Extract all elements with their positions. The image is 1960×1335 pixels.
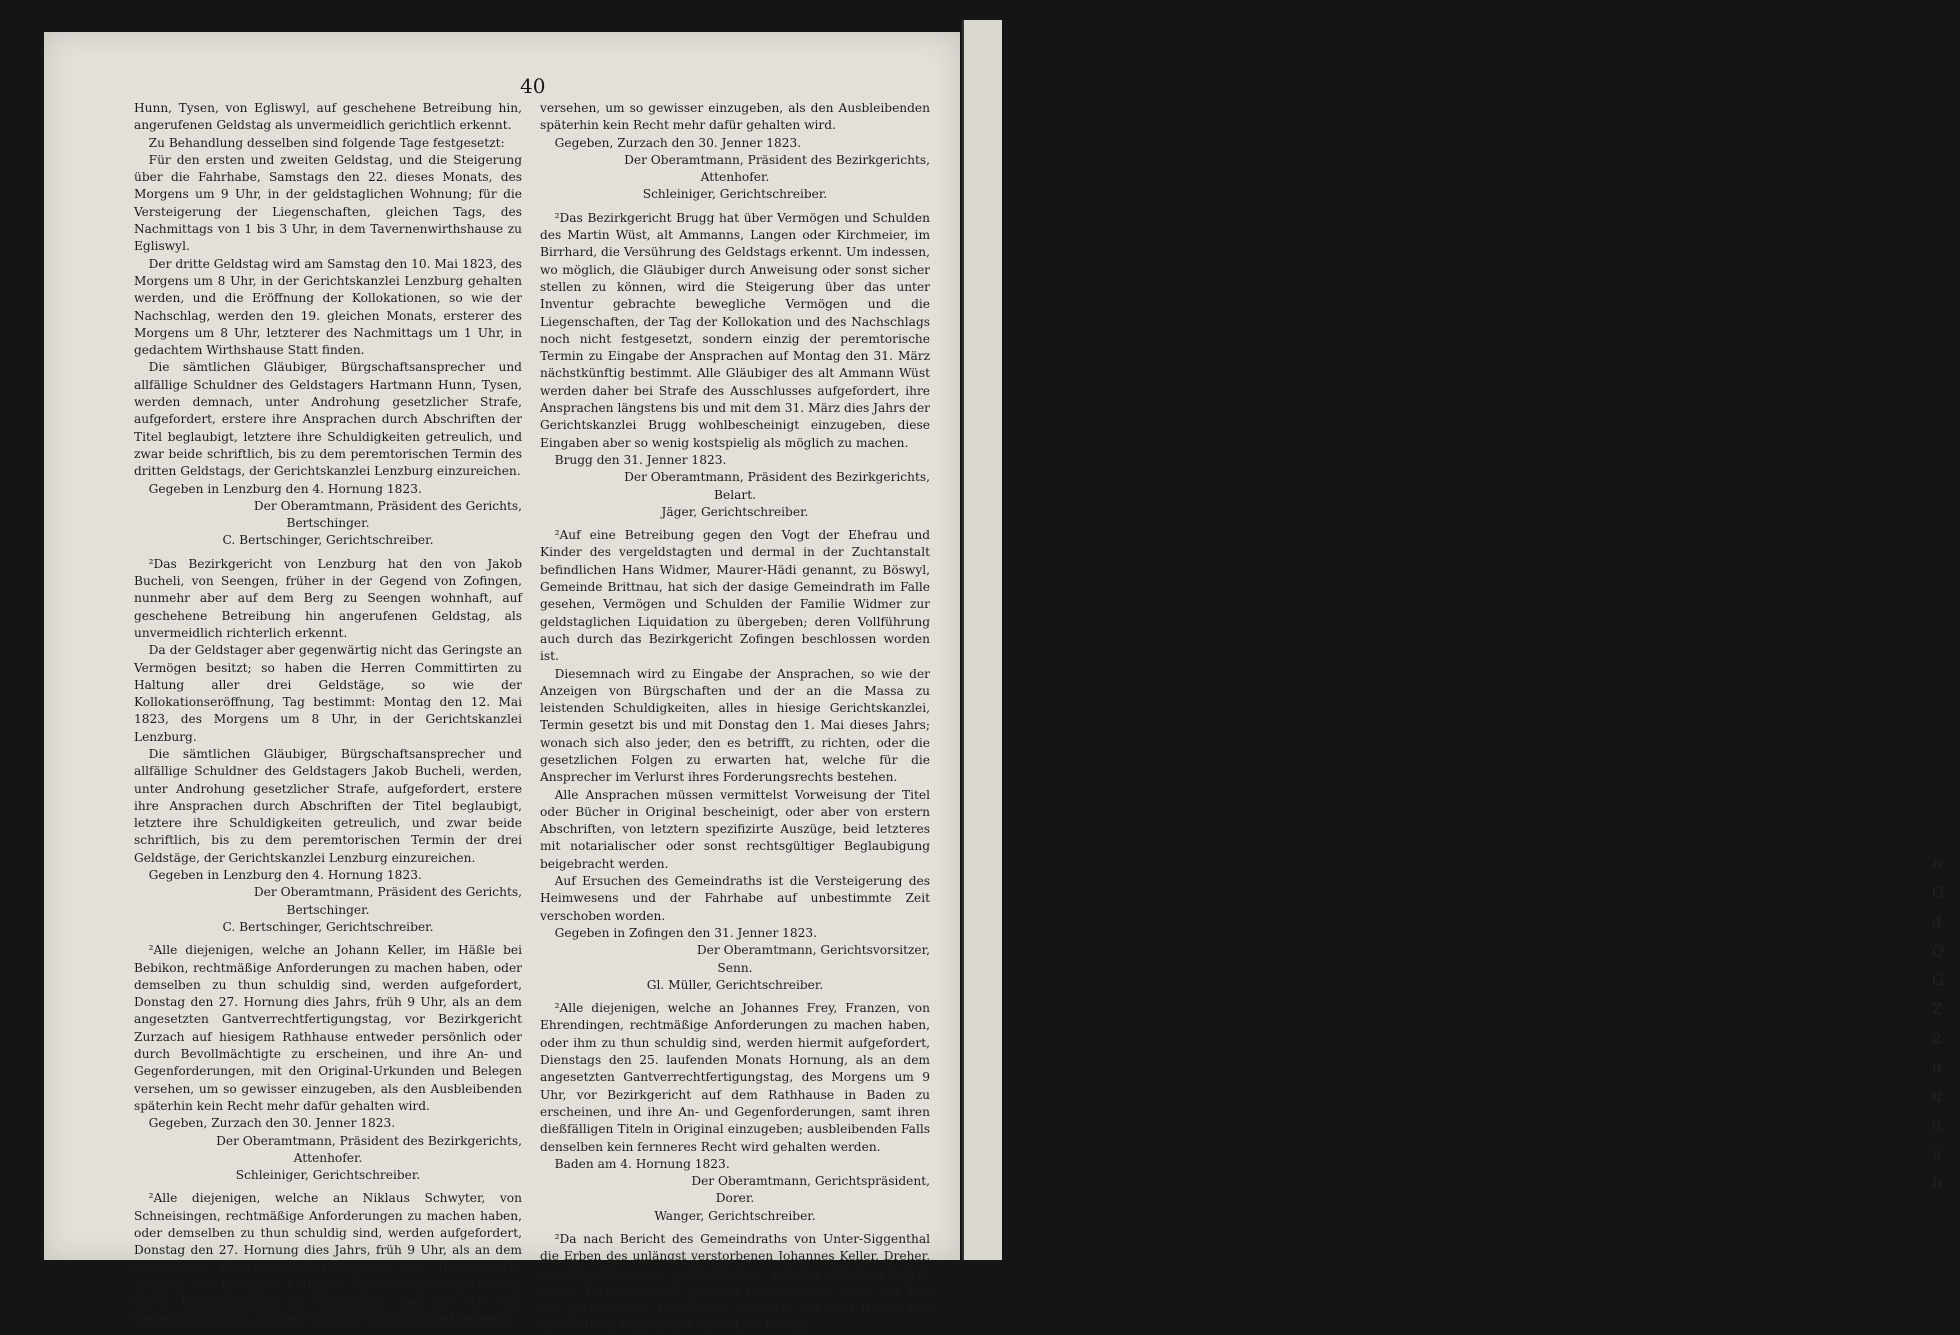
right-column-paragraph: Gegeben, Zurzach den 30. Jenner 1823. xyxy=(554,135,802,150)
left-column-paragraph: Gegeben in Lenzburg den 4. Hornung 1823. xyxy=(148,868,422,883)
right-column-paragraph: Der Oberamtmann, Gerichtspräsident, xyxy=(691,1174,930,1189)
right-column-paragraph: Attenhofer. xyxy=(700,170,770,185)
left-column-paragraph: Gegeben, Zurzach den 30. Jenner 1823. xyxy=(148,1116,396,1131)
left-column-paragraph: Bertschinger. xyxy=(286,902,370,917)
page-number: 40 xyxy=(520,74,546,98)
edge-letter: Q xyxy=(1932,942,1945,960)
right-column-paragraph: Brugg den 31. Jenner 1823. xyxy=(554,452,727,467)
adjacent-page-edge xyxy=(962,20,1945,1260)
left-column-paragraph: ²Alle diejenigen, welche an Johann Keller, im Häßle bei Bebikon, rechtmäßige Anforderungen zu machen haben, oder demselben zu thun schuldig sind, werden aufgefordert, Donstag den 27. Hornung dies Jahrs, früh 9 Uhr, als an dem angesetzten Gantverrechtfertigungstag, vor Bezirkgericht Zurzach auf hiesigem Rathhause entweder persönlich oder durch Bevollmächtigte zu erscheinen, und ihre An- und Gegenforderungen, mit den Original-Urkunden und Belegen versehen, um so gewisser einzugeben, als den Ausbleibenden späterhin kein Recht mehr dafür gehalten wird. xyxy=(134,943,522,1113)
left-column-paragraph: Hunn, Tysen, von Egliswyl, auf geschehene Betreibung hin, angerufenen Geldstag als unvermeidlich gerichtlich erkennt. xyxy=(134,101,522,133)
right-column-paragraph: ²Da nach Bericht des Gemeindraths von Unter-Siggenthal die Erben des unlängst verstorbenen Johannes Keller, Dreher, von Ober-Siggingen, erklärt haben, auf den erblichen Antritt seiner Verlassenschaft gänzlich zu verzichten, somit der Fall der gerichtlichen Liquidation über das Soll und Haben des gedachten Johann Keller eintritt; so hat das xyxy=(540,1232,930,1333)
right-column-paragraph: Senn. xyxy=(717,960,753,975)
right-column-paragraph: Wanger, Gerichtschreiber. xyxy=(654,1208,816,1223)
right-column-paragraph: versehen, um so gewisser einzugeben, als den Ausbleibenden späterhin kein Recht mehr dafür gehalten wird. xyxy=(540,101,930,133)
left-column-paragraph: Gegeben in Lenzburg den 4. Hornung 1823. xyxy=(148,481,422,496)
left-column-paragraph: Die sämtlichen Gläubiger, Bürgschaftsansprecher und allfällige Schuldner des Geldstagers Hartmann Hunn, Tysen, werden demnach, unter Androhung gesetzlicher Strafe, aufgefordert, erstere ihre Ansprachen durch Abschriften der Titel beglaubigt, letztere ihre Schuldigkeiten getreulich, und zwar beide schriftlich, bis zu dem peremtorischen Termin des dritten Geldstags, der Gerichtskanzlei Lenzburg einzureichen. xyxy=(134,360,522,479)
left-column-paragraph: C. Bertschinger, Gerichtschreiber. xyxy=(222,533,434,548)
left-column-paragraph: Da der Geldstager aber gegenwärtig nicht das Geringste an Vermögen besitzt; so haben die Herren Committirten zu Haltung aller drei Geldstäge, so wie der Kollokationseröffnung, Tag bestimmt: Montag den 12. Mai 1823, des Morgens um 8 Uhr, in der Gerichtskanzlei Lenzburg. xyxy=(134,643,522,744)
right-column-paragraph: Diesemnach wird zu Eingabe der Ansprachen, so wie der Anzeigen von Bürgschaften und der an die Massa zu leistenden Schuldigkeiten, alles in hiesige Gerichtskanzlei, Termin gesetzt bis und mit Donstag den 1. Mai dieses Jahrs; wonach sich also jeder, den es betrifft, zu richten, oder die gesetzlichen Folgen zu erwarten hat, welche für die Ansprecher im Verlurst ihres Forderungsrechts bestehen. xyxy=(540,666,930,785)
right-column-paragraph: ²Alle diejenigen, welche an Johannes Frey, Franzen, von Ehrendingen, rechtmäßige Anforderungen zu machen haben, oder ihm zu thun schuldig sind, werden hiermit aufgefordert, Dienstags den 25. laufenden Monats Hornung, als an dem angesetzten Gantverrechtfertigungstag, des Morgens um 9 Uhr, vor Bezirkgericht auf dem Rathhause in Baden zu erscheinen, und ihre An- und Gegenforderungen, samt ihren dießfälligen Titeln in Original einzugeben; ausbleibenden Falls denselben kein fernneres Recht wird gehalten werden. xyxy=(540,1001,930,1154)
right-column-paragraph: Gl. Müller, Gerichtschreiber. xyxy=(646,977,824,992)
right-column-paragraph: Gegeben in Zofingen den 31. Jenner 1823. xyxy=(554,925,818,940)
right-column-paragraph: Dorer. xyxy=(715,1191,755,1206)
left-column-paragraph: Der Oberamtmann, Präsident des Bezirkgerichts, xyxy=(216,1133,522,1148)
edge-letter: b xyxy=(1932,855,1942,873)
edge-letter: 2 xyxy=(1932,1029,1942,1047)
edge-letter: u xyxy=(1932,1145,1942,1163)
edge-letter: G xyxy=(1932,884,1944,902)
left-column-paragraph: Für den ersten und zweiten Geldstag, und die Steigerung über die Fahrhabe, Samstags den 22. dieses Monats, des Morgens um 9 Uhr, in der geldstaglichen Wohnung; für die Versteigerung der Liegenschaften, gleichen Tags, des Nachmittags von 1 bis 3 Uhr, in dem Tavernenwirthshause zu Egliswyl. xyxy=(134,152,522,254)
right-column-paragraph: Der Oberamtmann, Präsident des Bezirkgerichts, xyxy=(624,470,930,485)
left-column-paragraph: ²Alle diejenigen, welche an Niklaus Schwyter, von Schneisingen, rechtmäßige Anforderungen zu machen haben, oder demselben zu thun schuldig sind, werden aufgefordert, Donstag den 27. Hornung dies Jahrs, früh 9 Uhr, als an dem angesetzten Gantverrechtfertigungstag, vor Bezirkgericht Zurzach auf hiesigem Rathhaus entweder persönlich oder durch Bevollmächtigte zu erscheinen, und ihre An- und Gegenforderungen, mit den Original-Urkunden und Belegen xyxy=(134,1191,522,1327)
edge-letter: G xyxy=(1932,971,1944,989)
right-column-paragraph: Schleiniger, Gerichtschreiber. xyxy=(642,187,828,202)
right-column-paragraph: Auf Ersuchen des Gemeindraths ist die Versteigerung des Heimwesens und der Fahrhabe auf unbestimmte Zeit verschoben worden. xyxy=(540,874,930,923)
right-column-paragraph: Belart. xyxy=(714,487,756,502)
right-column-paragraph: Der Oberamtmann, Präsident des Bezirkgerichts, xyxy=(624,152,930,167)
left-column-paragraph: Zu Behandlung desselben sind folgende Tage festgesetzt: xyxy=(148,135,505,150)
left-column-paragraph: C. Bertschinger, Gerichtschreiber. xyxy=(222,919,434,934)
right-column-paragraph: Der Oberamtmann, Gerichtsvorsitzer, xyxy=(696,943,930,958)
left-column-paragraph: Attenhofer. xyxy=(293,1150,363,1165)
right-column-paragraph: ²Das Bezirkgericht Brugg hat über Vermögen und Schulden des Martin Wüst, alt Ammanns, Langen oder Kirchmeier, im Birrhard, die Versührung des Geldstags erkennt. Um indessen, wo möglich, die Gläubiger durch Anweisung oder sonst sicher stellen zu können, wird die Steigerung über das unter Inventur gebrachte bewegliche Vermögen und die Liegenschaften, der Tag der Kollokation und des Nachschlags noch nicht festgesetzt, sondern einzig der peremtorische Termin zu Eingabe der Ansprachen auf Montag den 31. März nächstkünftig bestimmt. Alle Gläubiger des alt Ammann Wüst werden daher bei Strafe des Ausschlusses aufgefordert, ihre Ansprachen längstens bis und mit dem 31. März dies Jahrs der Gerichtskanzlei Brugg wohlbescheinigt einzugeben, diese Eingaben aber so wenig kostspielig als möglich zu machen. xyxy=(540,210,930,450)
edge-letter: d xyxy=(1932,913,1942,931)
left-column xyxy=(134,100,522,1329)
edge-letter: b xyxy=(1932,1174,1942,1192)
left-column-paragraph: Der Oberamtmann, Präsident des Gerichts, xyxy=(253,885,522,900)
edge-letter: Z xyxy=(1932,1000,1943,1018)
right-column-paragraph: Jäger, Gerichtschreiber. xyxy=(661,504,809,519)
left-column-paragraph: Die sämtlichen Gläubiger, Bürgschaftsansprecher und allfällige Schuldner des Geldstagers Jakob Bucheli, werden, unter Androhung gesetzlicher Strafe, aufgefordert, erstere ihre Ansprachen durch Abschriften der Titel beglaubigt, letztere ihre Schuldigkeiten getreulich, und zwar beide schriftlich, bis zu dem peremtorischen Termin der drei Geldstäge, der Gerichtskanzlei Lenzburg einzureichen. xyxy=(134,746,522,865)
adjacent-page-letters xyxy=(1932,850,1960,1198)
left-column-paragraph: Der dritte Geldstag wird am Samstag den 10. Mai 1823, des Morgens um 8 Uhr, in der Gerichtskanzlei Lenzburg gehalten werden, und die Eröffnung der Kollokationen, so wie der Nachschlag, werden den 19. gleichen Monats, ersterer des Morgens um 8 Uhr, letzterer des Nachmittags um 1 Uhr, in gedachtem Wirthshause Statt finden. xyxy=(134,256,522,358)
right-column-paragraph: Alle Ansprachen müssen vermittelst Vorweisung der Titel oder Bücher in Original bescheinigt, oder aber von erstern Abschriften, von letztern spezifizirte Auszüge, beid letzteres mit notarialischer oder sonst rechtsgültiger Beglaubigung beigebracht werden. xyxy=(540,787,930,871)
left-column-paragraph: Schleiniger, Gerichtschreiber. xyxy=(235,1168,421,1183)
right-column xyxy=(540,100,930,1335)
edge-letter: u xyxy=(1932,1116,1942,1134)
right-column-paragraph: Baden am 4. Hornung 1823. xyxy=(554,1156,730,1171)
right-column-paragraph: ²Auf eine Betreibung gegen den Vogt der Ehefrau und Kinder des vergeldstagten und dermal in der Zuchtanstalt befindlichen Hans Widmer, Maurer-Hädi genannt, zu Böswyl, Gemeinde Brittnau, hat sich der dasige Gemeindrath im Falle gesehen, Vermögen und Schulden der Familie Widmer zur geldstaglichen Liquidation zu übergeben; deren Vollführung auch durch das Bezirkgericht Zofingen beschlossen worden ist. xyxy=(540,528,930,664)
left-column-paragraph: Bertschinger. xyxy=(286,516,370,531)
edge-letter: u xyxy=(1932,1058,1942,1076)
left-column-paragraph: ²Das Bezirkgericht von Lenzburg hat den von Jakob Bucheli, von Seengen, früher in der Gegend von Zofingen, nunmehr aber auf dem Berg zu Seengen wohnhaft, auf geschehene Betreibung hin angerufenen Geldstag, als unvermeidlich richterlich erkennt. xyxy=(134,556,522,640)
left-column-paragraph: Der Oberamtmann, Präsident des Gerichts, xyxy=(253,498,522,513)
edge-letter: u xyxy=(1932,1087,1942,1105)
